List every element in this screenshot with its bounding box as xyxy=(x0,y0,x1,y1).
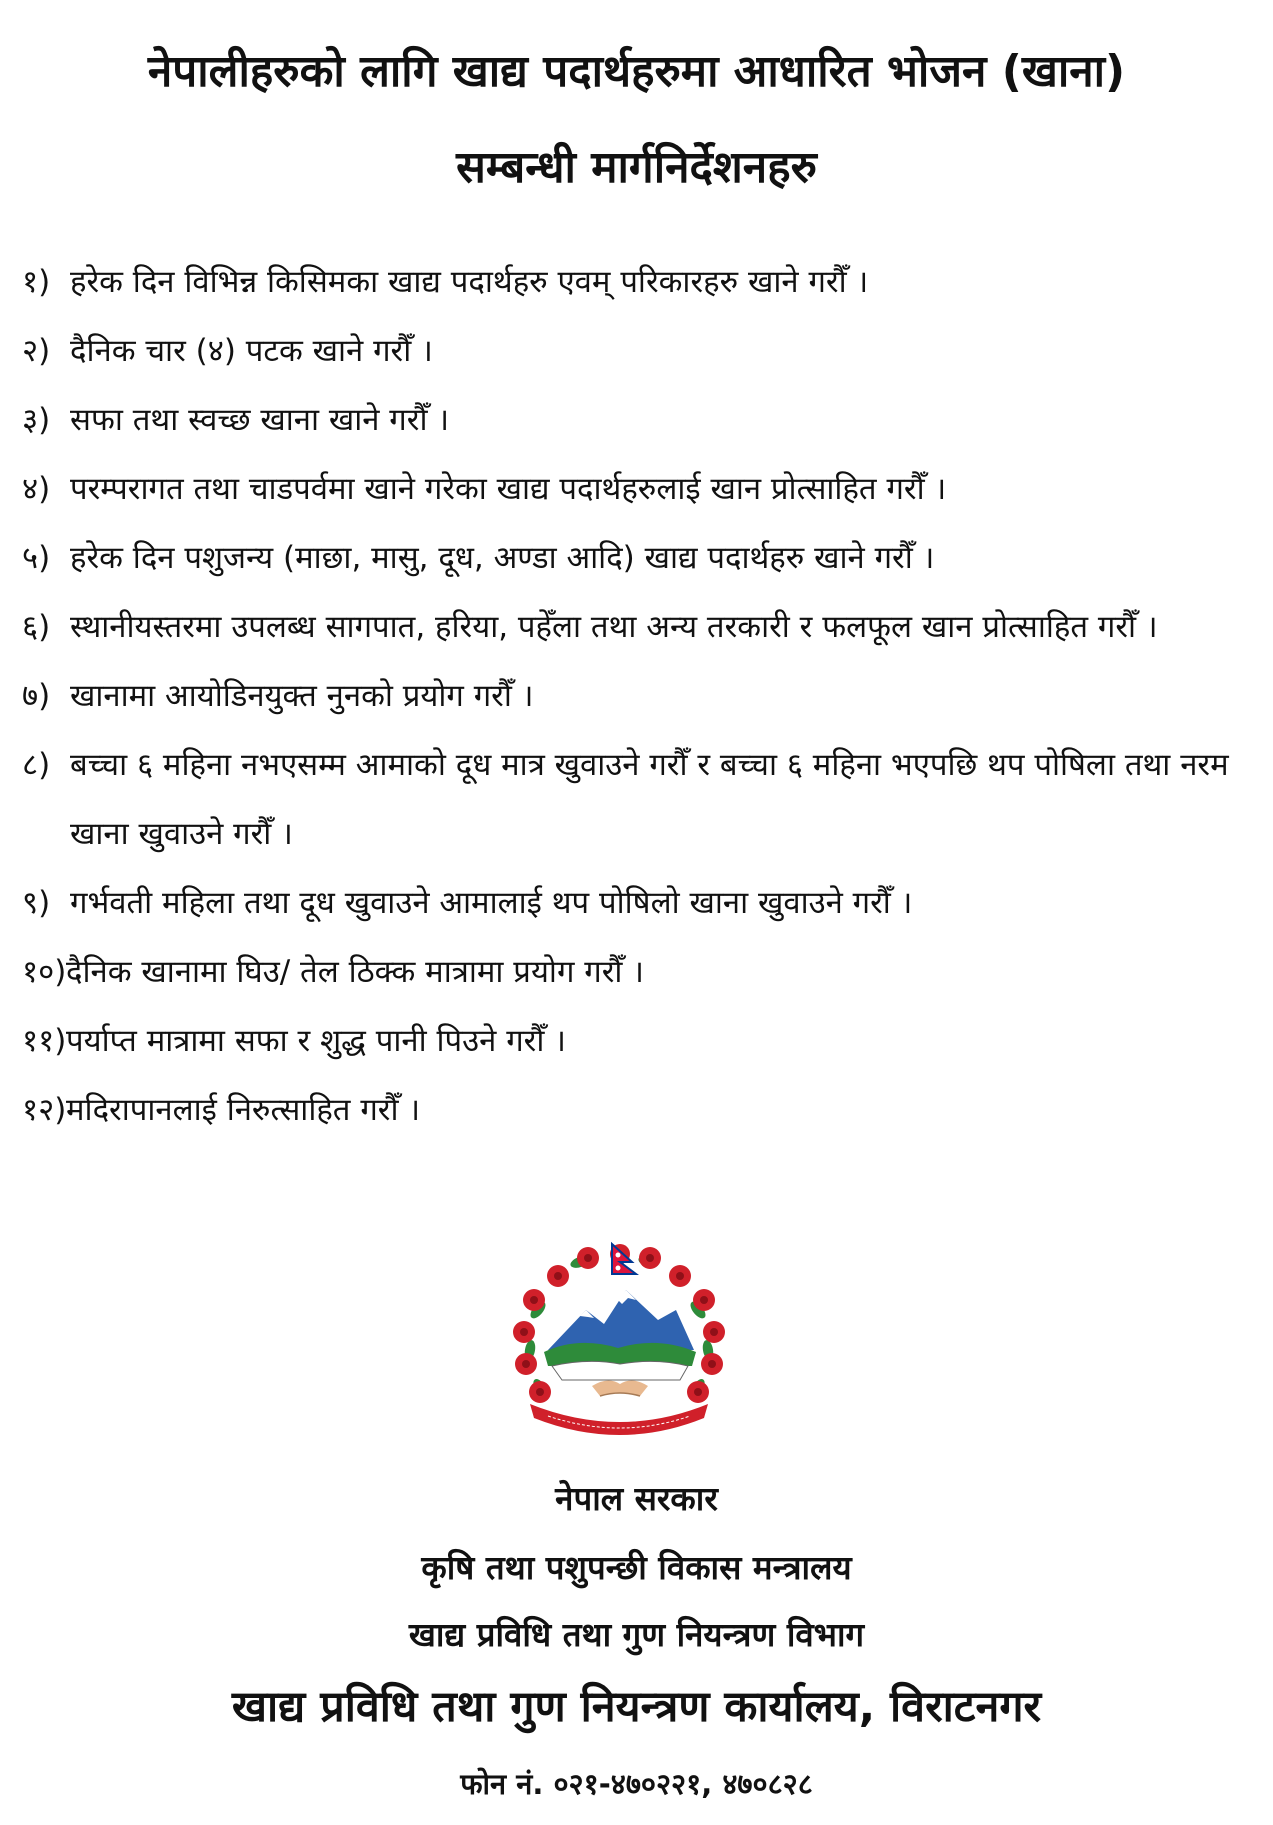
ministry-name: कृषि तथा पशुपन्छी विकास मन्त्रालय xyxy=(421,1548,852,1587)
nepal-map-icon xyxy=(552,1361,688,1380)
guideline-text: दैनिक खानामा घिउ/ तेल ठिक्क मात्रामा प्रयोग गरौँ । xyxy=(66,954,645,990)
guideline-text: सफा तथा स्वच्छ खाना खाने गरौँ । xyxy=(70,402,450,438)
guideline-number: ८) xyxy=(22,747,51,783)
guideline-number: ३) xyxy=(22,402,51,438)
government-name: नेपाल सरकार xyxy=(555,1479,718,1518)
guideline-item xyxy=(22,248,1252,317)
guidelines-list xyxy=(22,248,1252,1145)
guideline-item xyxy=(22,317,1252,386)
handshake-icon xyxy=(592,1380,648,1396)
mountain-icon xyxy=(548,1290,694,1350)
document-title-line-1: नेपालीहरुको लागि खाद्य पदार्थहरुमा आधारित भोजन (खाना) xyxy=(147,46,1126,97)
guideline-item xyxy=(22,662,1252,731)
guideline-number: १०) xyxy=(22,954,67,990)
guideline-number: २) xyxy=(22,333,51,369)
guideline-item xyxy=(22,1007,1252,1076)
department-name: खाद्य प्रविधि तथा गुण नियन्त्रण विभाग xyxy=(408,1615,865,1654)
guideline-number: ११) xyxy=(22,1023,67,1059)
guideline-item xyxy=(22,938,1252,1007)
guideline-text: बच्चा ६ महिना नभएसम्म आमाको दूध मात्र खुवाउने गरौँ र बच्चा ६ महिना भएपछि थप पोषिला तथा नरम खाना खुवाउने गरौँ । xyxy=(70,747,1229,852)
guideline-number: १) xyxy=(22,264,51,300)
guideline-text: मदिरापानलाई निरुत्साहित गरौँ । xyxy=(66,1092,421,1128)
nepal-government-emblem-icon xyxy=(508,1240,730,1436)
guideline-item xyxy=(22,593,1252,662)
guideline-text: खानामा आयोडिनयुक्त नुनको प्रयोग गरौँ । xyxy=(70,678,534,714)
guideline-text: दैनिक चार (४) पटक खाने गरौँ । xyxy=(70,333,433,369)
guideline-item xyxy=(22,455,1252,524)
guideline-text: हरेक दिन पशुजन्य (माछा, मासु, दूध, अण्डा आदि) खाद्य पदार्थहरु खाने गरौँ । xyxy=(70,540,935,576)
guideline-item xyxy=(22,524,1252,593)
guideline-item xyxy=(22,386,1252,455)
guideline-number: ९) xyxy=(22,885,51,921)
guideline-number: ४) xyxy=(22,471,51,507)
guideline-number: ७) xyxy=(22,678,51,714)
guideline-number: ५) xyxy=(22,540,51,576)
guideline-text: हरेक दिन विभिन्न किसिमका खाद्य पदार्थहरु एवम् परिकारहरु खाने गरौँ । xyxy=(70,264,869,300)
guideline-item xyxy=(22,1076,1252,1145)
document-title-line-2: सम्बन्धी मार्गनिर्देशनहरु xyxy=(456,142,817,193)
office-name: खाद्य प्रविधि तथा गुण नियन्त्रण कार्यालय, विराटनगर xyxy=(231,1682,1042,1732)
guideline-text: स्थानीयस्तरमा उपलब्ध सागपात, हरिया, पहेँला तथा अन्य तरकारी र फलफूल खान प्रोत्साहित गरौँ । xyxy=(70,609,1158,645)
phone-number: फोन नं. ०२१-४७०२२१, ४७०८२८ xyxy=(460,1767,813,1801)
guideline-text: परम्परागत तथा चाडपर्वमा खाने गरेका खाद्य पदार्थहरुलाई खान प्रोत्साहित गरौँ । xyxy=(70,471,947,507)
guideline-item xyxy=(22,869,1252,938)
motto-scroll-icon xyxy=(530,1404,708,1435)
guideline-text: पर्याप्त मात्रामा सफा र शुद्ध पानी पिउने गरौँ । xyxy=(66,1023,566,1059)
guideline-number: १२) xyxy=(22,1092,67,1128)
guideline-number: ६) xyxy=(22,609,51,645)
guideline-item xyxy=(22,731,1252,869)
guideline-text: गर्भवती महिला तथा दूध खुवाउने आमालाई थप पोषिलो खाना खुवाउने गरौँ । xyxy=(70,885,913,921)
